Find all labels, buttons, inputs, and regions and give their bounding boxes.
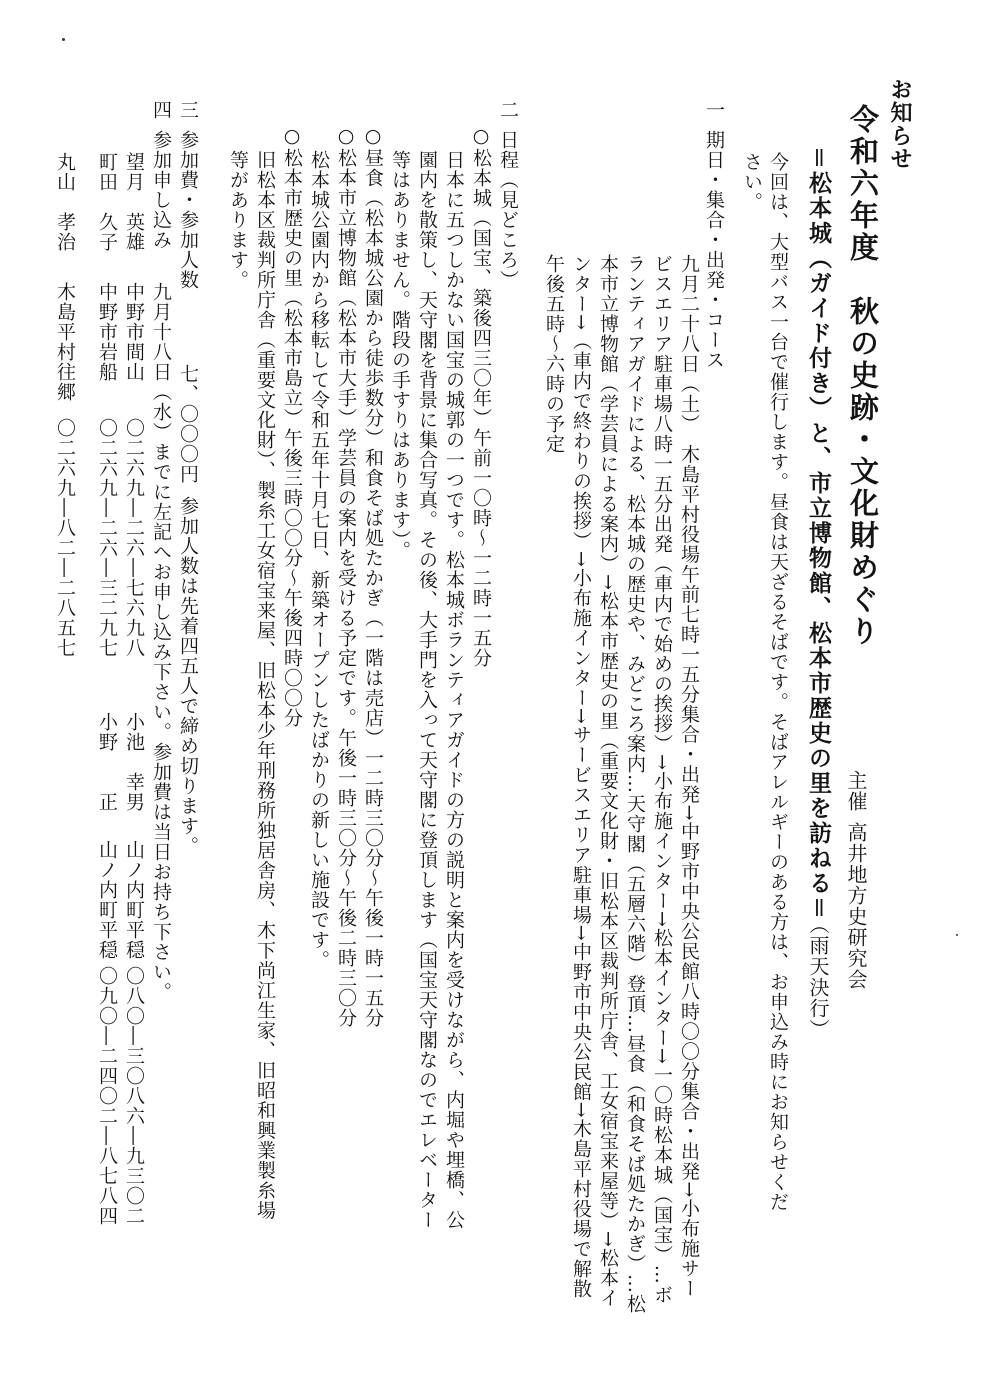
schedule-lunch: ○昼食（松本城公園から徒歩数分）和食そば処たかぎ（一階は売店）一二時三〇分～午後一時一五分 <box>362 125 384 1028</box>
castle-desc-line-3: 等はありません。階段の手すりはあります）。 <box>389 150 411 561</box>
organizer-name: 高井地方史研究会 <box>844 822 868 990</box>
contact-address: 山ノ内町平穏 <box>96 840 118 960</box>
participation-fee: 七、〇〇〇円 <box>177 364 199 484</box>
contact-name: 町田 久子 <box>96 152 118 252</box>
section-3-number: 三 <box>177 100 199 120</box>
section-2-number: 二 <box>497 100 519 120</box>
castle-desc-line-2: 園内を散策し、天守閣を背景に集合写真。その後、大手門を入って天守閣に登頂します（国宝天守閣なのでエレベーター <box>416 150 438 1230</box>
contact-phone: 〇二六九―二六―三二九七 <box>96 418 118 658</box>
contact-phone: 〇八〇―三〇八六―九三〇二 <box>123 966 145 1226</box>
notice-label: お知らせ <box>887 78 912 170</box>
contact-name: 小池 幸男 <box>123 712 145 812</box>
village-desc-line-2: 等があります。 <box>227 150 249 290</box>
schedule-matsumoto-castle: ○松本城（国宝、築後四三〇年）午前一〇時～一二時一五分 <box>470 125 492 668</box>
section-1-number: 一 <box>703 100 725 120</box>
contact-address: 山ノ内町平穏 <box>123 840 145 960</box>
contact-address: 木島平村往郷 <box>54 282 76 402</box>
section-3-heading: 参加費・参加人数 <box>177 130 199 290</box>
scan-speck <box>62 38 65 41</box>
schedule-history-village: ○松本市歴史の里（松本市島立）午後三時〇〇分～午後四時〇〇分 <box>281 125 303 728</box>
castle-desc-line-1: 日本に五つしかない国宝の城郭の一つです。松本城ボランティアガイドの方の説明と案内を受けながら、内堀や埋橋、公 <box>443 150 465 1230</box>
contact-phone: 〇二六九―八二―二八五七 <box>54 418 76 658</box>
section-1-line-4: 本市立博物館（学芸員による案内）→松本市歴史の里（重要文化財・旧松本区裁判所庁舎、工女宿宝来屋等）→松本イ <box>597 254 619 1308</box>
section-2-heading: 日程（見どころ） <box>497 130 519 290</box>
deadline-note: 九月十八日（水）までに左記へお申し込み下さい。参加費は当日お持ち下さい。 <box>150 282 172 1002</box>
contact-name: 小野 正 <box>96 712 118 812</box>
section-1-line-5: ンター→（車内で終わりの挨拶）→小布施インター→サービスエリア駐車場→中野市中央公民館→木島平村役場で解散 <box>570 254 592 1299</box>
section-1-heading: 期日・集合・出発・コース <box>703 130 725 370</box>
capacity-note: 参加人数は先着四五人で締め切ります。 <box>177 496 199 856</box>
section-4-number: 四 <box>150 100 172 120</box>
page-title: 令和六年度 秋の史跡・文化財めぐり <box>846 104 880 648</box>
museum-desc: 松本城公園内から移転して令和五年十月七日、新築オープンしたばかりの新しい施設です。 <box>308 150 330 970</box>
contact-name: 望月 英雄 <box>123 152 145 252</box>
section-4-heading: 参加申し込み <box>150 130 172 250</box>
scan-speck <box>956 934 958 936</box>
section-1-line-6: 午後五時～六時の予定 <box>543 254 565 454</box>
contact-name: 丸山 孝治 <box>54 152 76 252</box>
contact-phone: 〇二六九―二六―七六九八 <box>123 418 145 658</box>
page-subtitle: ＝松本城（ガイド付き）と、市立博物館、松本市歴史の里を訪ねる＝ <box>805 146 831 921</box>
village-desc-line-1: 旧松本区裁判所庁舎（重要文化財）、製糸工女宿宝来屋、旧松本少年刑務所独居舎房、木下尚江生家、旧昭和興業製糸場 <box>254 150 276 1221</box>
contact-phone: 〇九〇―二四〇二―八七八四 <box>96 966 118 1226</box>
rain-note: （雨天決行） <box>806 914 830 1040</box>
section-1-line-2: ビスエリア駐車場八時一五分出発（車内で始めの挨拶）→小布施インター→松本インター→一〇時松本城（国宝）…ボ <box>651 254 673 1305</box>
intro-line-2: さい。 <box>741 152 763 212</box>
organizer-label: 主催 <box>844 770 868 812</box>
contact-address: 中野市間山 <box>123 282 145 382</box>
schedule-museum: ○松本市立博物館（松本市大手）学芸員の案内を受ける予定です。午後一時三〇分～午後二時三〇分 <box>335 125 357 1028</box>
intro-line-1: 今回は、大型バス一台で催行します。昼食は天ざるそばです。そばアレルギーのある方は、お申込み時にお知らせくだ <box>767 152 789 1212</box>
section-1-line-1: 九月二十八日（土） 木島平村役場午前七時一五分集合・出発→中野市中央公民館八時〇〇分集合・出発→小布施サー <box>678 254 700 1299</box>
section-1-line-3: ランティアガイドによる、松本城の歴史や、みどころ案内…天守閣（五層六階）登頂…昼食（和食そば処たかぎ）…松 <box>624 254 646 1314</box>
contact-address: 中野市岩船 <box>96 282 118 382</box>
